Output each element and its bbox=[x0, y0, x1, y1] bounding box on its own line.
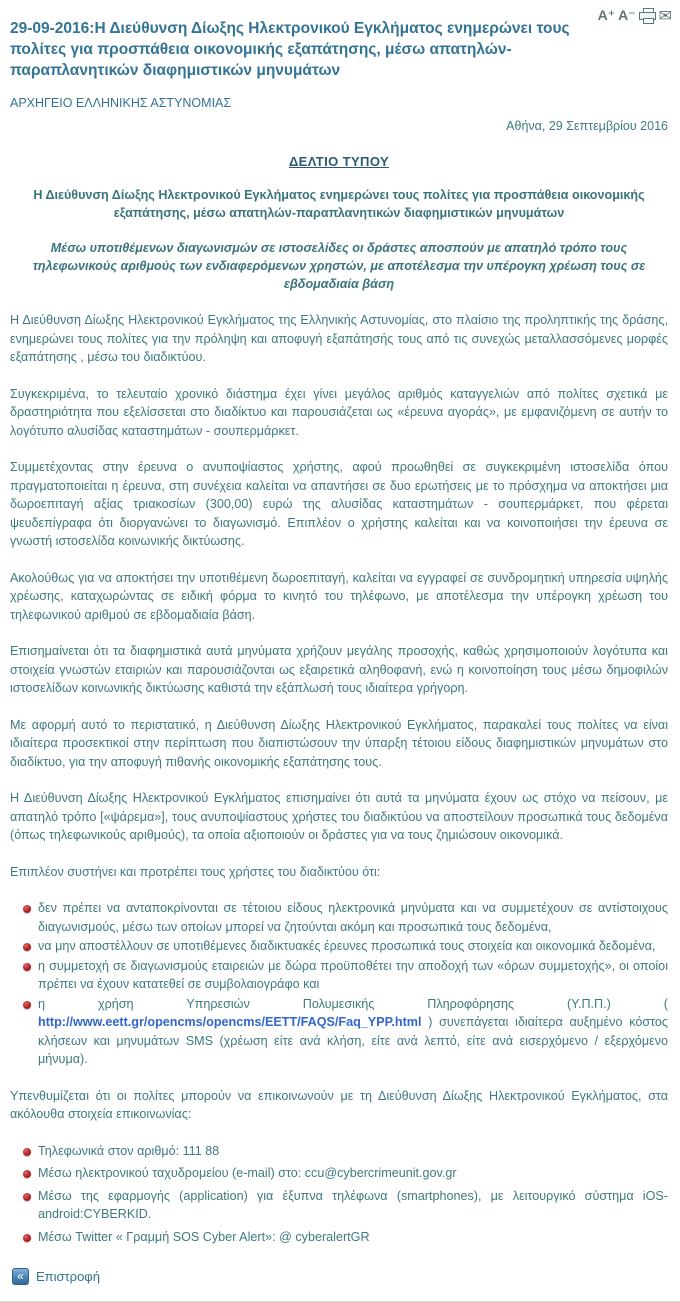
paragraph: Συμμετέχοντας στην έρευνα ο ανυποψίαστος χρήστης, αφού προωθηθεί σε συγκεκριμένη ιστοσελίδα όπου πραγματοποιείται η έρευνα, στη συνέχεια καλείται να απαντήσει σε δυο ερωτήσεις με το πρόσχημα να αποκτήσει μια δωροεπιταγή αξίας τριακοσίων (300,00) ευρώ της αλυσίδας καταστημάτων - σουπερμάρκετ, που φέρεται ψευδεπίγραφα ότι διοργανώνει το διαγωνισμό. Επιπλέον ο χρήστης καλείται και να κοινοποιήσει την έρευνα σε γνωστή ιστοσελίδα κοινωνικής δικτύωσης. bbox=[10, 460, 668, 548]
list-item bbox=[10, 899, 668, 936]
paragraph: Με αφορμή αυτό το περιστατικό, η Διεύθυνση Δίωξης Ηλεκτρονικού Εγκλήματος, παρακαλεί τους πολίτες να είναι ιδιαίτερα προσεκτικοί στην περίπτωση που διαπιστώσουν την ύπαρξη τέτοιου είδους διαφημιστικών μηνυμάτων στο διαδίκτυο, για την αποφυγή πιθανής οικονομικής εξαπάτησης τους. bbox=[10, 717, 668, 769]
font-decrease-icon: A⁻ bbox=[618, 7, 636, 23]
red-bullet-icon bbox=[23, 1001, 31, 1009]
red-bullet-icon bbox=[23, 1148, 31, 1156]
red-bullet-icon bbox=[23, 1193, 31, 1201]
list-item bbox=[10, 1228, 668, 1247]
contact-app: Μέσω της εφαρμογής (application) για έξυπνα τηλέφωνα (smartphones), με λειτουργικό σύστημα iOS-android:CYBERKID. bbox=[38, 1188, 668, 1221]
email-button[interactable] bbox=[659, 6, 672, 24]
list-item-text-suffix: ) συνεπάγεται ιδιαίτερα αυξημένο κόστος κλήσεων και μηνυμάτων SMS (χρέωση είτε ανά κλήση, είτε ανά λεπτό, είτε ανά εισερχόμενο / εξερχόμενο μήνυμα). bbox=[38, 1015, 668, 1066]
lead-paragraph-bold: Η Διεύθυνση Δίωξης Ηλεκτρονικού Εγκλήματος ενημερώνει τους πολίτες για προσπάθεια οικονομικής εξαπάτησης, μέσω απατηλών-παραπλανητικών διαφημιστικών μηνυμάτων bbox=[33, 188, 645, 220]
contact-phone: Τηλεφωνικά στον αριθμό: 111 88 bbox=[38, 1143, 220, 1158]
red-bullet-icon bbox=[23, 943, 31, 951]
page-title: 29-09-2016:Η Διεύθυνση Δίωξης Ηλεκτρονικού Εγκλήματος ενημερώνει τους πολίτες για προσπάθεια οικονομικής εξαπάτησης, μέσω απατηλών-παραπλανητικών διαφημιστικών μηνυμάτων bbox=[10, 20, 570, 79]
paragraph: Η Διεύθυνση Δίωξης Ηλεκτρονικού Εγκλήματος επισημαίνει ότι αυτά τα μηνύματα έχουν ως στόχο να πείσουν, με απατηλό τρόπο [«ψάρεμα»], τους ανυποψίαστους χρήστες του διαδικτύου να αποστείλουν προσωπικά τους δεδομένα (όπως τηλεφωνικούς αριθμούς), τα οποία αξιοποιούν οι δράστες για να τους ζημιώσουν οικονομικά. bbox=[10, 791, 668, 842]
contact-email: Μέσω ηλεκτρονικού ταχυδρομείου (e-mail) στο: ccu@cybercrimeunit.gov.gr bbox=[38, 1166, 457, 1180]
list-item bbox=[10, 1164, 668, 1183]
list-item bbox=[10, 957, 668, 994]
printer-icon bbox=[639, 8, 656, 23]
font-increase-button[interactable] bbox=[598, 6, 616, 24]
paragraph: Επιπλέον συστήνει και προτρέπει τους χρήστες του διαδικτύου ότι: bbox=[10, 864, 381, 879]
list-item-text: να μην αποστέλλουν σε υποτιθέμενες διαδικτυακές έρευνες προσωπικά τους στοιχεία και οικονομικά δεδομένα, bbox=[38, 939, 656, 953]
print-button[interactable] bbox=[639, 6, 656, 24]
advice-list bbox=[10, 899, 668, 1069]
contact-twitter: Μέσω Twitter « Γραμμή SOS Cyber Alert»: @ cyberalertGR bbox=[38, 1229, 370, 1244]
organization-label: ΑΡΧΗΓΕΙΟ ΕΛΛΗΝΙΚΗΣ ΑΣΤΥΝΟΜΙΑΣ bbox=[10, 96, 232, 110]
list-item bbox=[10, 995, 668, 1069]
red-bullet-icon bbox=[23, 963, 31, 971]
list-item-text: δεν πρέπει να ανταποκρίνονται σε τέτοιου είδους ηλεκτρονικά μηνύματα και να συμμετέχουν σε αντίστοιχους διαγωνισμούς, μέσω των οποίων μπορεί να ζητούνται ακόμη και προσωπικά τους δεδομένα, bbox=[38, 901, 668, 934]
dateline: Αθήνα, 29 Σεπτεμβρίου 2016 bbox=[506, 119, 668, 133]
red-bullet-icon bbox=[23, 1170, 31, 1178]
list-item bbox=[10, 937, 668, 956]
envelope-icon: ✉ bbox=[658, 5, 672, 25]
eett-faq-link[interactable]: http://www.eett.gr/opencms/opencms/EETT/FAQS/Faq_YPP.html bbox=[38, 1015, 422, 1029]
red-bullet-icon bbox=[23, 905, 31, 913]
list-item bbox=[10, 1142, 668, 1161]
list-item-text-prefix: η χρήση Υπηρεσιών Πολυμεσικής Πληροφόρησης (Υ.Π.Π.) ( bbox=[38, 996, 668, 1011]
back-link-label: Επιστροφή bbox=[36, 1269, 100, 1284]
font-increase-icon: A⁺ bbox=[597, 7, 616, 23]
list-item-text: η συμμετοχή σε διαγωνισμούς εταιρειών με δώρα προϋποθέτει την αποδοχή των «όρων συμμετοχής», οι οποίοι πρέπει να έχουν κατατεθεί σε συμβολαιογράφο και bbox=[38, 958, 668, 991]
back-arrow-icon: « bbox=[12, 1268, 29, 1285]
font-decrease-button[interactable] bbox=[618, 6, 636, 24]
contact-intro: Υπενθυμίζεται ότι οι πολίτες μπορούν να επικοινωνούν με τη Διεύθυνση Δίωξης Ηλεκτρονικού Εγκλήματος, στα ακόλουθα στοιχεία επικοινωνίας: bbox=[10, 1088, 668, 1121]
lead-paragraph-italic: Μέσω υποτιθέμενων διαγωνισμών σε ιστοσελίδες οι δράστες αποσπούν με απατηλό τρόπο τους τηλεφωνικούς αριθμούς των ενδιαφερόμενων χρηστών, με αποτέλεσμα την υπέρογκη χρέωση τους σε εβδομαδιαία βάση bbox=[32, 241, 646, 291]
paragraph: Επισημαίνεται ότι τα διαφημιστικά αυτά μηνύματα χρήζουν μεγάλης προσοχής, καθώς χρησιμοποιούν λογότυπα και στοιχεία γνωστών εταιριών και παρουσιάζονται ως εξαιρετικά αληθοφανή, ενώ η κοινοποίηση τους μέσω δημοφιλών ιστοσελίδων κοινωνικής δικτύωσης καθιστά την εξάπλωσή τους ιδιαίτερα γρήγορη. bbox=[10, 644, 668, 695]
paragraph: Ακολούθως για να αποκτήσει την υποτιθέμενη δωροεπιταγή, καλείται να εγγραφεί σε συνδρομητική υπηρεσία υψηλής χρέωσης, καταχωρώντας σε ειδική φόρμα το κινητό του τηλέφωνο, με αποτέλεσμα την υπέρογκη χρέωση του τηλεφωνικού αριθμού σε εβδομαδιαία βάση. bbox=[10, 570, 668, 622]
paragraph: Συγκεκριμένα, το τελευταίο χρονικό διάστημα έχει γίνει μεγάλος αριθμός καταγγελιών από πολίτες σχετικά με δραστηριότητα που εξελίσσεται στο διαδίκτυο και παρουσιάζεται ως «έρευνα αγοράς», με εμφανιζόμενη σε αυτήν το λογότυπο αλυσίδας καταστημάτων - σουπερμάρκετ. bbox=[10, 386, 668, 438]
contact-list bbox=[10, 1142, 668, 1247]
back-link[interactable] bbox=[12, 1268, 100, 1285]
red-bullet-icon bbox=[23, 1234, 31, 1242]
press-release-heading: ΔΕΛΤΙΟ ΤΥΠΟΥ bbox=[288, 154, 390, 169]
toolbar bbox=[598, 6, 672, 24]
paragraph: Η Διεύθυνση Δίωξης Ηλεκτρονικού Εγκλήματος της Ελληνικής Αστυνομίας, στο πλαίσιο της προληπτικής της δράσης, ενημερώνει τους πολίτες για την πρόληψη και αποφυγή εξαπάτησής τους από τις συνεχώς μεταλλασσόμενες μορφές εξαπάτησης , μέσω του διαδικτύου. bbox=[10, 313, 668, 364]
list-item bbox=[10, 1187, 668, 1224]
